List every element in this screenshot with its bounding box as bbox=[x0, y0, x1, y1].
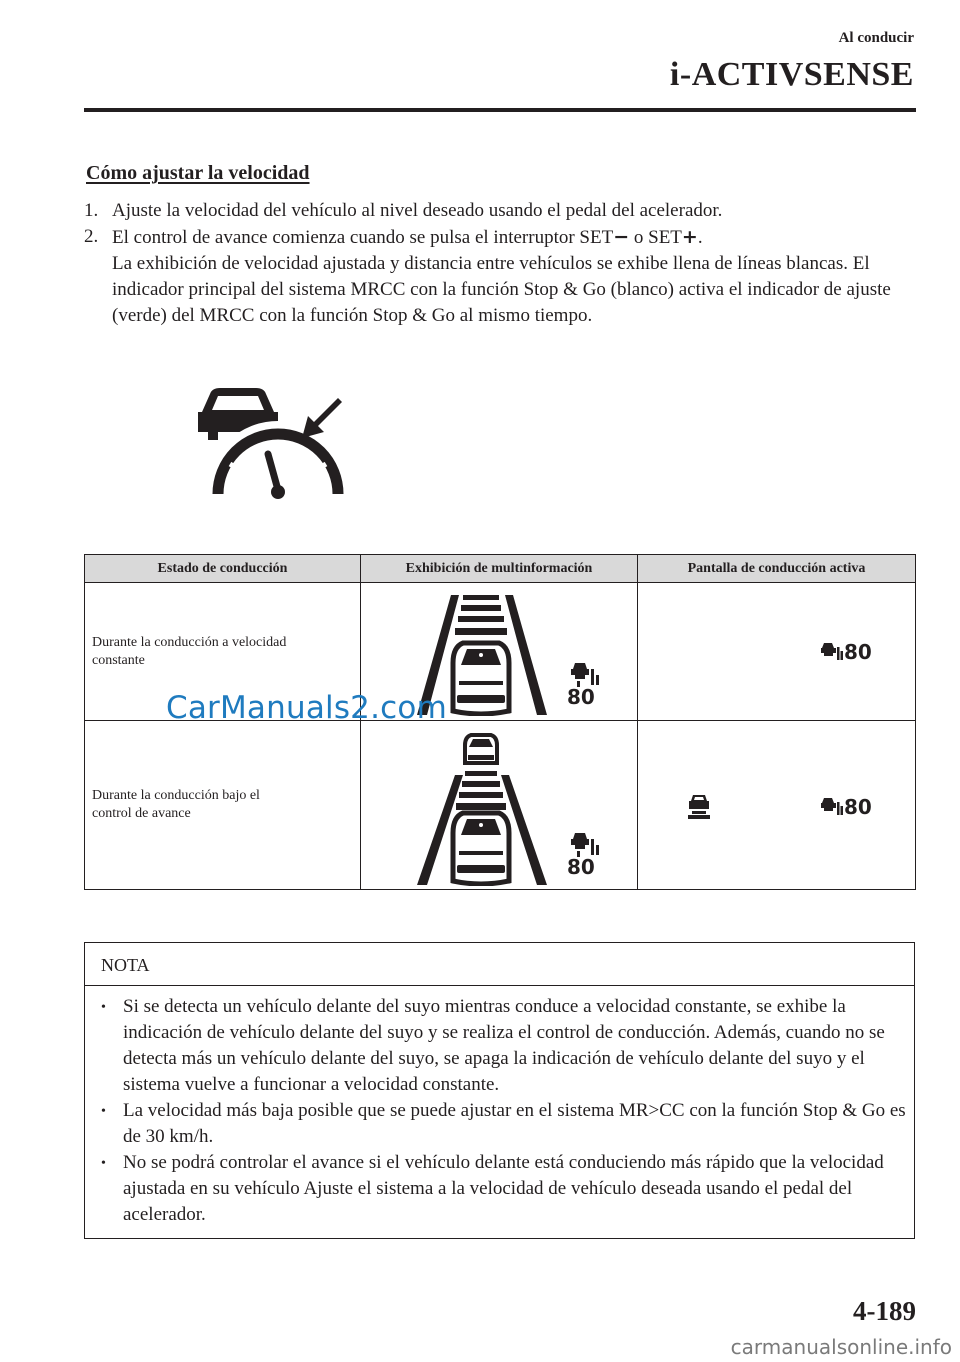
state-cell bbox=[85, 721, 361, 890]
steps-list bbox=[84, 198, 914, 329]
active-display-cell bbox=[638, 721, 916, 890]
speed-readout: 80 bbox=[567, 685, 595, 709]
step-text: Ajuste la velocidad del vehículo al nivel deseado usando el pedal del acelerador. bbox=[112, 200, 723, 221]
step-text bbox=[112, 224, 914, 329]
distance-icon bbox=[571, 661, 603, 687]
note-body bbox=[85, 986, 914, 1228]
speed-readout: 80 bbox=[844, 640, 872, 664]
state-text: constante bbox=[92, 652, 145, 668]
table-row bbox=[85, 721, 916, 890]
step-text-continued: La exhibición de velocidad ajustada y distancia entre vehículos se exhibe llena de líneas blancas. El indicador principal del sistema MRCC con la función Stop & Go (blanco) activa el indicador de ajuste (verde) del MRCC con la función Stop & Go al mismo tiempo. bbox=[112, 253, 891, 326]
step-text-part: El control de avance comienza cuando se pulsa el interruptor SET bbox=[112, 227, 614, 248]
distance-icon bbox=[821, 641, 843, 661]
watermark-text: CarManuals2.com bbox=[166, 690, 447, 726]
step-text-part: o SET bbox=[629, 227, 682, 248]
note-title: NOTA bbox=[85, 943, 914, 986]
lane-display-with-vehicle-icon bbox=[401, 731, 561, 886]
set-plus-symbol: + bbox=[681, 226, 698, 248]
footer-site-text: carmanualsonline.info bbox=[730, 1335, 952, 1359]
step-number: 2. bbox=[84, 226, 99, 247]
page-number: 4-189 bbox=[853, 1296, 916, 1326]
bullet-icon: • bbox=[101, 1156, 106, 1171]
distance-icon bbox=[571, 831, 603, 857]
step-1 bbox=[84, 198, 914, 224]
step-text-part: . bbox=[697, 227, 703, 248]
header-rule bbox=[84, 108, 916, 112]
step-2 bbox=[84, 224, 914, 329]
column-header-state: Estado de conducción bbox=[85, 555, 361, 583]
bullet-text: Si se detecta un vehículo delante del suyo mientras conduce a velocidad constante, se exhibe la indicación de vehículo delante del suyo y se realiza el control de conducción. Además, cuando no se detecta más un vehículo delante del suyo, se apaga la indicación de vehículo delante del suyo y el sistema vuelve a funcionar a velocidad constante. bbox=[123, 996, 885, 1095]
column-header-active-display: Pantalla de conducción activa bbox=[638, 555, 916, 583]
speed-readout: 80 bbox=[844, 795, 872, 819]
distance-icon bbox=[821, 796, 843, 816]
note-bullet bbox=[101, 1098, 908, 1150]
chapter-label: Al conducir bbox=[838, 30, 914, 46]
subsection-title: Cómo ajustar la velocidad bbox=[86, 162, 310, 184]
bullet-icon: • bbox=[101, 1000, 106, 1015]
column-header-multi-display: Exhibición de multinformación bbox=[361, 555, 638, 583]
note-box bbox=[84, 942, 915, 1239]
bullet-icon: • bbox=[101, 1104, 106, 1119]
bullet-text: No se podrá controlar el avance si el vehículo delante está conduciendo más rápido que la velocidad ajustada en su vehículo Ajuste el sistema a la velocidad de vehículo deseada usando el pedal del acelerador. bbox=[123, 1152, 884, 1225]
state-text: Durante la conducción bajo el bbox=[92, 788, 260, 803]
note-bullet bbox=[101, 1150, 908, 1228]
speed-readout: 80 bbox=[567, 855, 595, 879]
active-display-cell bbox=[638, 583, 916, 721]
section-title-header: i-ACTIVSENSE bbox=[669, 56, 914, 93]
state-text: Durante la conducción a velocidad bbox=[92, 634, 287, 650]
vehicle-ahead-icon bbox=[684, 793, 714, 819]
set-minus-symbol: − bbox=[613, 226, 630, 248]
note-bullet bbox=[101, 994, 908, 1098]
state-text: control de avance bbox=[92, 806, 191, 821]
mrcc-indicator-icon bbox=[196, 384, 346, 504]
step-number: 1. bbox=[84, 200, 99, 221]
multi-display-cell bbox=[361, 721, 638, 890]
bullet-text: La velocidad más baja posible que se puede ajustar en el sistema MR>CC con la función Stop & Go es de 30 km/h. bbox=[123, 1100, 906, 1147]
